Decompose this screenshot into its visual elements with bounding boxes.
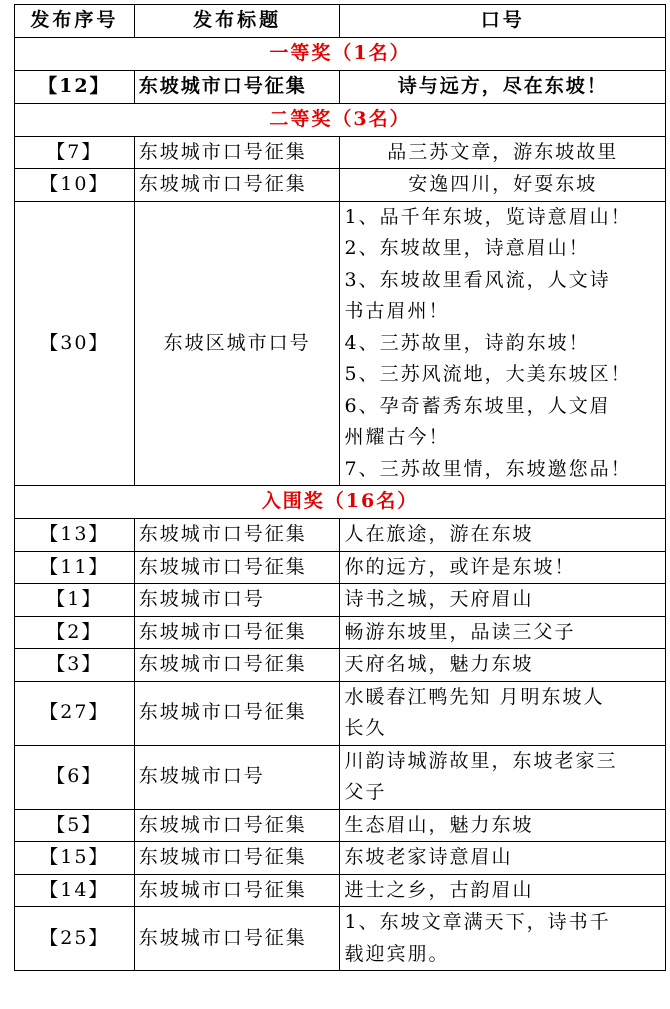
row-slogan: 东坡老家诗意眉山 [340, 842, 666, 875]
table-row [15, 71, 666, 104]
table-row [15, 842, 666, 875]
row-number: 【7】 [15, 136, 135, 169]
table-row [15, 551, 666, 584]
section-shortlist-label: 入围奖（16名） [15, 486, 666, 519]
row-title: 东坡城市口号征集 [134, 71, 340, 104]
row-title: 东坡城市口号征集 [134, 842, 340, 875]
table-row [15, 136, 666, 169]
row-title: 东坡城市口号征集 [134, 907, 340, 971]
slogan-line: 1、品千年东坡，览诗意眉山！ [344, 205, 632, 228]
row-number: 【14】 [15, 874, 135, 907]
row-slogan: 人在旅途，游在东坡 [340, 519, 666, 552]
table-row [15, 681, 666, 745]
row-number: 【6】 [15, 745, 135, 809]
row-slogan: 天府名城，魅力东坡 [340, 649, 666, 682]
header-title: 发布标题 [134, 5, 340, 38]
slogan-line: 父子 [344, 781, 387, 803]
row-number: 【2】 [15, 616, 135, 649]
table-row [15, 616, 666, 649]
row-number: 【1】 [15, 584, 135, 617]
row-slogan: 你的远方，或许是东坡！ [340, 551, 666, 584]
header-row [15, 5, 666, 38]
row-slogan: 品三苏文章，游东坡故里 [340, 136, 666, 169]
section-second-prize [15, 103, 666, 136]
row-number: 【12】 [15, 71, 135, 104]
row-slogan-multiline [340, 681, 666, 745]
table-row [15, 907, 666, 971]
row-title: 东坡城市口号征集 [134, 136, 340, 169]
row-title: 东坡城市口号征集 [134, 169, 340, 202]
slogan-line: 4、三苏故里，诗韵东坡！ [344, 331, 590, 354]
slogan-line: 7、三苏故里情，东坡邀您品！ [344, 457, 632, 480]
slogan-line: 川韵诗城游故里，东坡老家三 [344, 749, 618, 772]
slogan-line: 载迎宾朋。 [344, 942, 450, 965]
table-row [15, 519, 666, 552]
row-number: 【10】 [15, 169, 135, 202]
slogan-line: 州耀古今！ [344, 426, 450, 448]
row-slogan: 诗与远方，尽在东坡！ [340, 71, 666, 104]
row-slogan-multiline [340, 907, 666, 971]
table-row [15, 809, 666, 842]
slogan-line: 长久 [344, 717, 387, 739]
row-title: 东坡城市口号 [134, 745, 340, 809]
row-number: 【25】 [15, 907, 135, 971]
section-first-prize [15, 38, 666, 71]
row-slogan: 进士之乡，古韵眉山 [340, 874, 666, 907]
row-number: 【13】 [15, 519, 135, 552]
slogan-line: 水暖春江鸭先知 月明东坡人 [344, 685, 605, 708]
row-title: 东坡城市口号征集 [134, 519, 340, 552]
row-title: 东坡城市口号 [134, 584, 340, 617]
row-title: 东坡城市口号征集 [134, 809, 340, 842]
section-shortlist [15, 486, 666, 519]
table-row [15, 649, 666, 682]
header-number: 发布序号 [15, 5, 135, 38]
row-title: 东坡区城市口号 [134, 201, 340, 486]
row-title: 东坡城市口号征集 [134, 681, 340, 745]
slogan-line: 2、东坡故里，诗意眉山！ [344, 237, 590, 259]
row-slogan-multiline [340, 201, 666, 486]
table-row [15, 584, 666, 617]
row-slogan: 诗书之城，天府眉山 [340, 584, 666, 617]
header-slogan: 口号 [340, 5, 666, 38]
row-title: 东坡城市口号征集 [134, 649, 340, 682]
section-second-prize-label: 二等奖（3名） [15, 103, 666, 136]
row-number: 【30】 [15, 201, 135, 486]
table-row [15, 874, 666, 907]
row-number: 【11】 [15, 551, 135, 584]
table-row [15, 745, 666, 809]
table-row [15, 169, 666, 202]
row-title: 东坡城市口号征集 [134, 874, 340, 907]
row-slogan: 畅游东坡里，品读三父子 [340, 616, 666, 649]
slogan-line: 5、三苏风流地，大美东坡区！ [344, 363, 632, 385]
section-first-prize-label: 一等奖（1名） [15, 38, 666, 71]
slogan-line: 1、东坡文章满天下，诗书千 [344, 911, 611, 933]
row-number: 【27】 [15, 681, 135, 745]
row-slogan: 安逸四川，好耍东坡 [340, 169, 666, 202]
slogan-line: 3、东坡故里看风流，人文诗 [344, 268, 611, 291]
row-number: 【3】 [15, 649, 135, 682]
row-title: 东坡城市口号征集 [134, 616, 340, 649]
slogan-awards-table [14, 4, 666, 971]
row-number: 【5】 [15, 809, 135, 842]
row-slogan: 生态眉山，魅力东坡 [340, 809, 666, 842]
slogan-line: 6、孕奇蓄秀东坡里，人文眉 [344, 394, 611, 417]
row-slogan-multiline [340, 745, 666, 809]
slogan-line: 书古眉州！ [344, 300, 450, 322]
row-title: 东坡城市口号征集 [134, 551, 340, 584]
table-row [15, 201, 666, 486]
row-number: 【15】 [15, 842, 135, 875]
